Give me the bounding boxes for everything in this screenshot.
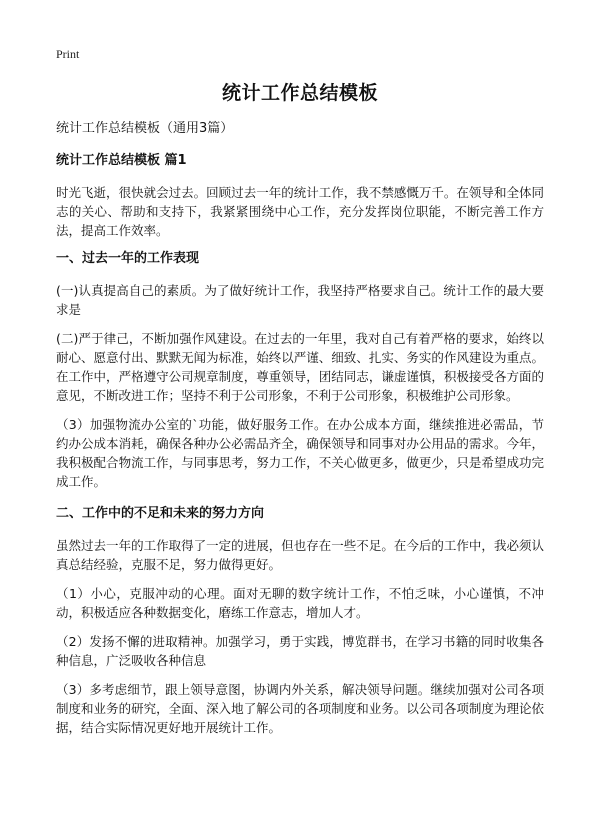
part2-item-3: （3）多考虑细节，跟上领导意图，协调内外关系，解决领导问题。继续加强对公司各项制度和业务的研究，全面、深入地了解公司的各项制度和业务。以公司各项制度为理论依据，结合实际情况更好地开展统计工作。 <box>56 682 544 735</box>
section-title: 统计工作总结模板 篇1 <box>56 153 187 168</box>
part2-heading: 二、工作中的不足和未来的努力方向 <box>56 506 265 521</box>
part1-item-3: （3）加强物流办公室的`功能，做好服务工作。在办公成本方面，继续推进必需品，节约办公成本消耗，确保各种办公必需品齐全，确保领导和同事对办公用品的需求。今年，我积极配合物流工作，与同事思考，努力工作，不关心做更多，做更少，只是希望成功完成工作。 <box>56 417 544 489</box>
part2-item-1: （1）小心，克服冲动的心理。面对无聊的数字统计工作，不怕乏味，小心谨慎，不冲动，积极适应各种数据变化，磨练工作意志，增加人才。 <box>56 586 544 620</box>
intro-paragraph: 时光飞逝，很快就会过去。回顾过去一年的统计工作，我不禁感慨万千。在领导和全体同志的关心、帮助和支持下，我紧紧围绕中心工作，充分发挥岗位职能，不断完善工作方法，提高工作效率。 <box>56 185 544 238</box>
part2-item-2: （2）发扬不懈的进取精神。加强学习，勇于实践，博览群书，在学习书籍的同时收集各种信息，广泛吸收各种信息 <box>56 634 544 668</box>
page-title: 统计工作总结模板 <box>221 82 378 104</box>
part1-heading: 一、过去一年的工作表现 <box>56 251 200 266</box>
part2-intro: 虽然过去一年的工作取得了一定的进展，但也存在一些不足。在今后的工作中，我必须认真总结经验，克服不足，努力做得更好。 <box>56 538 544 572</box>
print-link[interactable]: Print <box>56 47 80 61</box>
part1-item-1: (一)认真提高自己的素质。为了做好统计工作，我坚持严格要求自己。统计工作的最大要求是 <box>56 283 544 317</box>
document-body <box>56 120 544 747</box>
part1-item-2: (二)严于律己，不断加强作风建设。在过去的一年里，我对自己有着严格的要求，始终以耐心、愿意付出、默默无闻为标准，始终以严谨、细致、扎实、务实的作风建设为重点。在工作中，严格遵守公司规章制度，尊重领导，团结同志，谦虚谨慎，积极接受各方面的意见，不断改进工作；坚持不利于公司形象，不利于公司形象，积极维护公司形象。 <box>56 331 544 403</box>
document-subtitle: 统计工作总结模板（通用3篇） <box>56 121 234 136</box>
